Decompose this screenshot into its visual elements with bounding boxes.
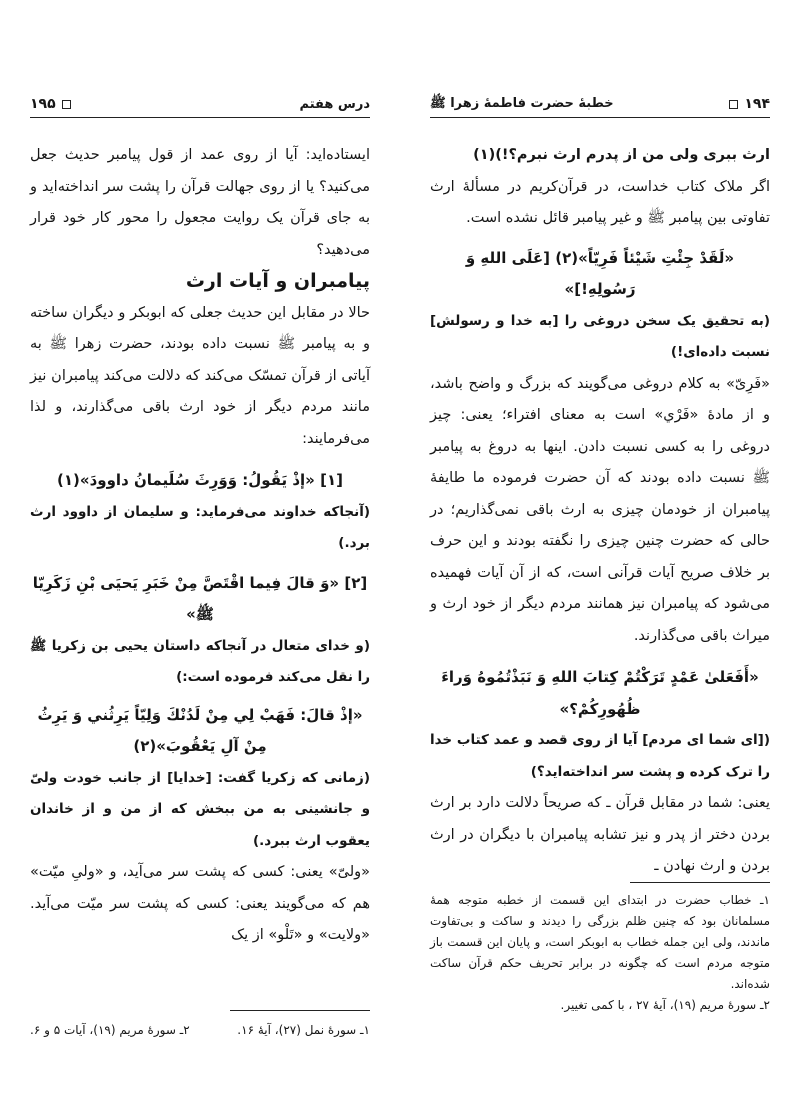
left-page-body <box>30 140 370 952</box>
paragraph: ایستاده‌اید: آیا از روی عمد از قول پیامبر حدیث جعل می‌کنید؟ یا از روی جهالت قرآن را پشت سر انداخته‌اید و به جای قرآن یک روایت مجعول را محور کار خود قرار می‌دهید؟ <box>30 147 370 258</box>
quran-verse: [۱] «إذْ یَقُولُ: وَوَرِثَ سُلَیمانُ داوودَ»(۱) <box>57 471 343 489</box>
section-heading: پیامبران و آیات ارث <box>185 270 370 292</box>
left-page-title: درس هفتم <box>299 96 370 112</box>
left-header-rule <box>30 117 370 118</box>
quran-verse: «إذْ قالَ: فَهَبْ لِي مِنْ لَدُنْكَ وَلِيّاً يَرِثُني وَ يَرِثُ مِنْ آلِ يَعْقُوبَ»(۲) <box>37 705 363 755</box>
right-header-rule <box>430 117 770 118</box>
footnote-rule <box>230 1010 370 1011</box>
footnote: ۲ـ سورهٔ مریم (۱۹)، آیهٔ ۲۷ ، با کمی تغییر. <box>560 998 770 1012</box>
right-page-number: ۱۹۴ <box>729 96 770 112</box>
right-page <box>400 0 800 1100</box>
paragraph: حالا در مقابل این حدیث جعلی که ابوبکر و دیگران ساخته و به پیامبر ﷺ نسبت داده بودند، حضرت زهرا ﷺ به آیاتی از قرآن تمسّک می‌کند که دلالت می‌کند پیامبران نیز مانند مردم دیگر از خود ارث باقی می‌گذارند، و لذا می‌فرمایند: <box>30 304 370 447</box>
footnote: ۱ـ خطاب حضرت در ابتدای این قسمت از خطبه متوجه همهٔ مسلمانان بود که چنین ظلم بزرگی را دیدند و ساکت و بی‌تفاوت ماندند، ولی این جمله خطاب به ابوبکر است، و پایان این قسمت باز متوجه مردم است که چگونه در برابر تحریف حکم قرآن ساکت شده‌اند. <box>430 893 770 991</box>
quran-verse: «أَفَعَلیٰ عَمْدٍ تَرَکْتُمْ کِتابَ اللهِ وَ نَبَذْتُمُوهُ وَراءَ ظُهُورِکُمْ؟» <box>441 668 759 718</box>
right-page-title: خطبهٔ حضرت فاطمهٔ زهرا ﷺ <box>430 95 614 111</box>
left-footnotes <box>30 1020 370 1041</box>
quran-verse: [۲] «وَ قالَ فِیما اقْتَصَّ مِنْ خَبَرِ یَحیَی بْنِ زَکَرِیّا ﷺ» <box>32 573 368 623</box>
verse-translation: (زمانی که زکریا گفت: [خدایا] از جانب خودت ولیّ و جانشینی به من ببخش که از من و از خاندان یعقوب ارث ببرد.) <box>30 769 370 849</box>
footnote: ۱ـ سورهٔ نمل (۲۷)، آیهٔ ۱۶. <box>237 1023 370 1037</box>
verse-translation: (به تحقیق یک سخن دروغی را [به خدا و رسولش] نسبت داده‌ای!) <box>430 312 770 360</box>
paragraph: «ولیّ» یعنی: کسی که پشت سر می‌آید، و «ولیِ میّت» هم که می‌گویند یعنی: کسی که پشت سر میّت می‌آید. «ولایت» و «تَلْو» از یک <box>30 864 370 943</box>
paragraph: یعنی: شما در مقابل قرآن ـ که صریحاً دلالت دارد بر ارث بردن دختر از پدر و نیز تشابه پیامبران با دیگران در ارث بردن و ارث نهادن ـ <box>430 795 770 874</box>
footnote-rule <box>630 882 770 883</box>
paragraph: اگر ملاک کتاب خداست، در قرآن‌کریم در مسألهٔ ارث تفاوتی بین پیامبر ﷺ و غیر پیامبر قائل نشده است. <box>430 178 770 226</box>
footnote: ۲ـ سورهٔ مریم (۱۹)، آیات ۵ و ۶. <box>30 1023 190 1037</box>
paragraph: ارث ببری ولی من از پدرم ارث نبرم؟!)(۱) <box>473 147 770 163</box>
right-page-body <box>430 140 770 883</box>
right-page-header <box>430 92 770 116</box>
verse-translation: ([ای شما ای مردم] آیا از روی قصد و عمد کتاب خدا را ترک کرده و پشت سر انداخته‌اید؟) <box>430 732 770 780</box>
left-page-number: ۱۹۵ <box>30 96 71 112</box>
page-box-icon <box>62 100 71 109</box>
verse-translation: (و خدای متعال در آنجاکه داستان یحیی بن زکریا ﷺ را نقل می‌کند فرموده است:) <box>30 637 370 685</box>
right-footnotes <box>430 890 770 1016</box>
page-box-icon <box>729 100 738 109</box>
verse-translation: (آنجاکه خداوند می‌فرماید: و سلیمان از داوود ارث برد.) <box>30 503 370 551</box>
paragraph: «فَرِیّ» به کلام دروغی می‌گویند که بزرگ و واضح باشد، و از مادهٔ «فَرْي» است به معنای افتراء؛ یعنی: چیز دروغی را به کسی نسبت دادن. اینها به دروغ به پیامبر ﷺ نسبت داده بودند که آن حضرت فرموده ما طایفهٔ پیامبران از خودمان چیزی به ارث باقی نمی‌گذاریم؛ در حالی که حضرت چنین چیزی را نگفته بودند و این حرف بر خلاف صریح آیات قرآنی است، که از آن آیات فهمیده می‌شود که پیامبران نیز همانند مردم دیگر از خود ارث و میراث باقی می‌گذارند. <box>430 375 770 644</box>
quran-verse: «لَقَدْ جِئْتِ شَیْئاً فَرِیّاً»(۲) [عَلَی اللهِ وَ رَسُولِهِ!]» <box>465 248 735 298</box>
left-page-header <box>30 92 370 116</box>
